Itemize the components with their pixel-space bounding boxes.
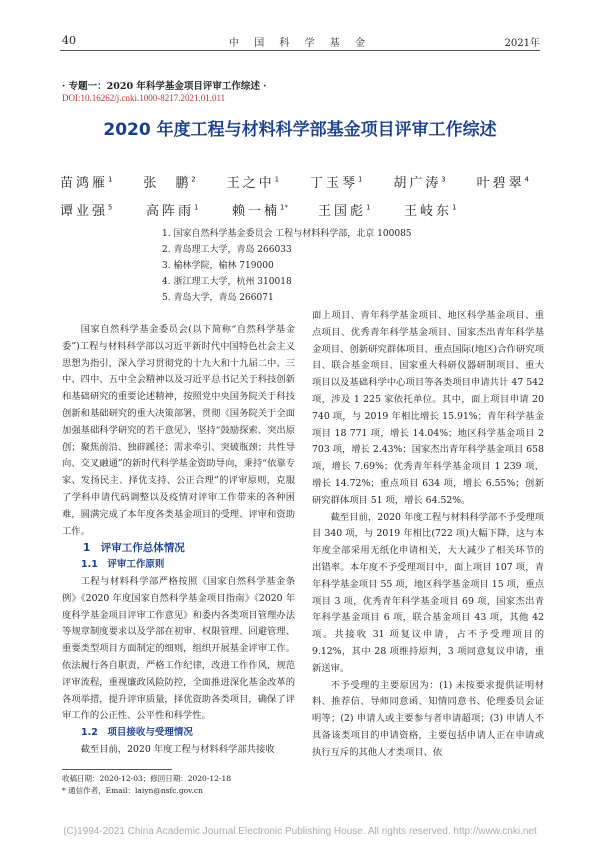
affiliation: 2. 青岛理工大学，青岛 266033 (162, 245, 292, 255)
body-paragraph: 不予受理的主要原因为：(1) 未按要求提供证明材料、推荐信、导师同意函、知情同意书、伦理委员会证明等；(2) 申请人或主要参与者申请超项；(3) 申请人不具备该类项目的申请资格，主要包括申请人正在申请或执行互斥的其他人才类项目、依 (312, 679, 544, 758)
author: 王国彪$^1$ (318, 203, 371, 219)
author: 王之中$^1$ (226, 175, 279, 191)
intro-paragraph: 国家自然科学基金委员会(以下简称“自然科学基金委”)工程与材料科学部以习近平新时代中国特色社会主义思想为指引，深入学习贯彻党的十九大和十九届二中、三中、四中、五中全会精神以及习近平总书记关于科技创新和基础研究的重要论述精神，按照党中央国务院关于科技创新和基础研究的重大决策部署，贯彻《国务院关于全面加强基础科学研究的若干意见》，坚持“鼓励探索、突出原创；聚焦前沿、独辟蹊径；需求牵引、突破瓶颈；共性导向、交叉融通”的新时代科学基金资助导向，秉持“依靠专家、发扬民主、择优支持、公正合理”的评审原则，克服了学科申请代码调整以及疫情对评审工作带来的各种困难，圆满完成了本年度各类基金项目的受理、评审和资助工作。 (62, 324, 295, 537)
issue-year: 2021年 (504, 38, 540, 49)
author: 胡广涛$^3$ (393, 175, 446, 191)
author: 叶碧翠$^4$ (476, 175, 529, 191)
author-row (60, 172, 560, 191)
special-topic: · 专题一：2020 年科学基金项目评审工作综述 · (62, 81, 267, 92)
author: 丁玉琴$^1$ (309, 175, 363, 191)
body-paragraph: 截至目前，2020 年度工程与材料科学部共接收 (80, 743, 275, 755)
doi-link[interactable]: DOI:10.16262/j.cnki.1000-8217.2021.01.011 (62, 93, 226, 103)
affiliation: 3. 榆林学院，榆林 719000 (162, 261, 274, 271)
author-list (60, 172, 560, 228)
affiliation: 5. 青岛大学，青岛 266071 (162, 293, 274, 303)
section-heading: 1 评审工作总体情况 (83, 542, 185, 555)
journal-name: 中 国 科 学 基 金 (229, 38, 371, 49)
author: 张 鹏$^2$ (143, 175, 196, 191)
copyright-watermark: (C)1994-2021 China Academic Journal Electronic Publishing House. All rights reserved. http://www.cnki.net (63, 826, 537, 837)
subsection-heading: 1.1 评审工作原则 (81, 559, 165, 571)
article-title: 2020 年度工程与材料科学部基金项目评审工作综述 (103, 120, 497, 140)
author: 高阵雨$^1$ (146, 203, 199, 219)
author-row (60, 200, 560, 219)
left-column (62, 322, 295, 759)
author: 苗鸿雁$^1$ (60, 175, 113, 191)
received-date: 收稿日期：2020-12-03；修回日期：2020-12-18 (62, 774, 231, 783)
body-paragraph: 截至目前，2020 年度工程与材料科学部不予受理项目 340 项，与 2019 年相比(722 项)大幅下降，这与本年度全部采用无纸化申请相关，大大减少了相关环节的出错率。本年度不予受理项目中，面上项目 107 项，青年科学基金项目 55 项，地区科学基金项目 15 项，重点项目 3 项，优秀青年科学基金项目 69 项，国家杰出青年科学基金项目 6 项，联合基金项目 43 项，其他 42 项。共接收 31 项复议申请，占不予受理项目的 9.12%，其中 28 项维持原判，3 项同意复议申请，重新送审。 (312, 511, 544, 674)
body-paragraph: 面上项目、青年科学基金项目、地区科学基金项目、重点项目、优秀青年科学基金项目、国家杰出青年科学基金项目、创新研究群体项目、重点国际(地区)合作研究项目、联合基金项目、国家重大科研仪器研制项目、重大项目以及基础科学中心项目等各类项目申请共计 47 542 项，涉及 1 225 家依托单位。其中，面上项目申请 20 740 项，与 2019 年相比增长 15.91%；青年科学基金项目 18 771 项，增长 14.04%；地区科学基金项目 2 703 项，增长 2.43%；国家杰出青年科学基金项目 658 项，增长 7.69%；优秀青年科学基金项目 1 239 项，增长 14.72%；重点项目 634 项，增长 6.55%；创新研究群体项目 51 项，增长 64.52%。 (312, 310, 544, 506)
author: 王岐东$^1$ (404, 203, 457, 219)
footnotes (62, 773, 231, 797)
corresponding-author: * 通信作者，Email：laiyn@nsfc.gov.cn (62, 786, 203, 795)
author: 赖一楠$^{1*}$ (232, 203, 289, 219)
affiliation: 1. 国家自然科学基金委员会 工程与材料科学部，北京 100085 (162, 229, 412, 239)
header-divider (60, 50, 540, 51)
body-paragraph: 工程与材料科学部严格按照《国家自然科学基金条例》《2020 年度国家自然科学基金项目指南》《2020 年度科学基金项目评审工作意见》和委内各类项目管理办法等规章制度要求以及学部在初审、权限管理、回避管理、重要类型项目方面制定的细则，组织开展基金评审工作。依法履行各自职责，严格工作纪律，改进工作作风，规范评审流程，重视廉政风险防控，全面推进深化基金改革的各项举措，提升评审质量，择优资助各类项目，确保了评审工作的公正性、公平性和科学性。 (62, 575, 295, 722)
affiliation: 4. 浙江理工大学，杭州 310018 (162, 277, 292, 287)
footnote-divider (62, 769, 172, 770)
author: 谭业强$^5$ (60, 203, 113, 219)
right-column (312, 308, 544, 762)
page-number: 40 (62, 34, 76, 47)
affiliation-list (162, 226, 412, 306)
subsection-heading: 1.2 项目接收与受理情况 (81, 727, 193, 739)
